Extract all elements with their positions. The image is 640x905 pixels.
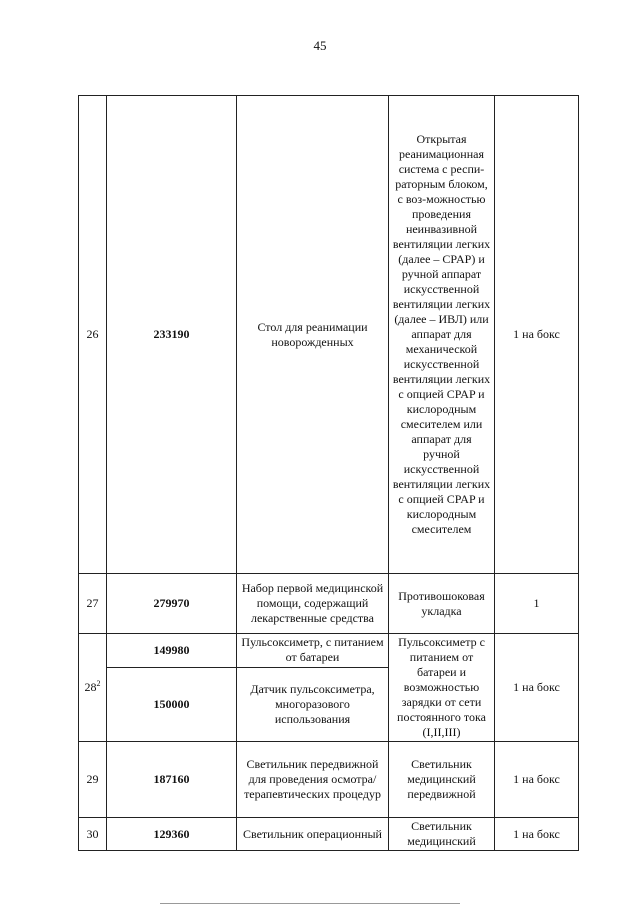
equipment-code: 149980 bbox=[107, 634, 237, 668]
equipment-name: Светильник операционный bbox=[237, 818, 389, 851]
equipment-code: 129360 bbox=[107, 818, 237, 851]
equipment-requirement: Открытая реанимационная система с респи-раторным блоком, с воз-можностью проведения неинвазивной вентиляции легких (далее – CPAP) и ручной аппарат искусственной вентиляции легких (далее – ИВЛ) или аппарат для механической искусственной вентиляции легких с опцией CPAP и кислородным смесителем или аппарат для ручной искусственной вентиляции легких с опцией CPAP и кислородным смесителем bbox=[389, 96, 495, 574]
equipment-code: 279970 bbox=[107, 574, 237, 634]
equipment-code: 233190 bbox=[107, 96, 237, 574]
row-number: 26 bbox=[79, 96, 107, 574]
row-number-footnote: 2 bbox=[96, 679, 101, 688]
row-number: 30 bbox=[79, 818, 107, 851]
equipment-quantity: 1 на бокс bbox=[495, 818, 579, 851]
row-number: 29 bbox=[79, 742, 107, 818]
equipment-quantity: 1 на бокс bbox=[495, 634, 579, 742]
table-row bbox=[79, 634, 579, 668]
equipment-name: Стол для реанимации новорожденных bbox=[237, 96, 389, 574]
equipment-name: Пульсоксиметр, с питанием от батареи bbox=[237, 634, 389, 668]
equipment-requirement: Светильник медицинский bbox=[389, 818, 495, 851]
page-number: 45 bbox=[313, 38, 327, 53]
equipment-code: 187160 bbox=[107, 742, 237, 818]
equipment-requirement: Пульсоксиметр с питанием от батареи и возможностью зарядки от сети постоянного тока (I,II,III) bbox=[389, 634, 495, 742]
row-number: 27 bbox=[79, 574, 107, 634]
equipment-quantity: 1 на бокс bbox=[495, 96, 579, 574]
equipment-table bbox=[78, 95, 579, 851]
equipment-quantity: 1 bbox=[495, 574, 579, 634]
table-row bbox=[79, 818, 579, 851]
row-number-value: 28 bbox=[84, 680, 97, 694]
equipment-name: Датчик пульсоксиметра, многоразового использования bbox=[237, 667, 389, 741]
equipment-name: Светильник передвижной для проведения осмотра/терапевтических процедур bbox=[237, 742, 389, 818]
equipment-requirement: Светильник медицинский передвижной bbox=[389, 742, 495, 818]
row-number bbox=[79, 634, 107, 742]
table-row bbox=[79, 574, 579, 634]
equipment-quantity: 1 на бокс bbox=[495, 742, 579, 818]
table-row bbox=[79, 96, 579, 574]
equipment-code: 150000 bbox=[107, 667, 237, 741]
equipment-requirement: Противошоковая укладка bbox=[389, 574, 495, 634]
scan-edge-line bbox=[160, 903, 460, 904]
table-row bbox=[79, 742, 579, 818]
equipment-name: Набор первой медицинской помощи, содержащий лекарственные средства bbox=[237, 574, 389, 634]
